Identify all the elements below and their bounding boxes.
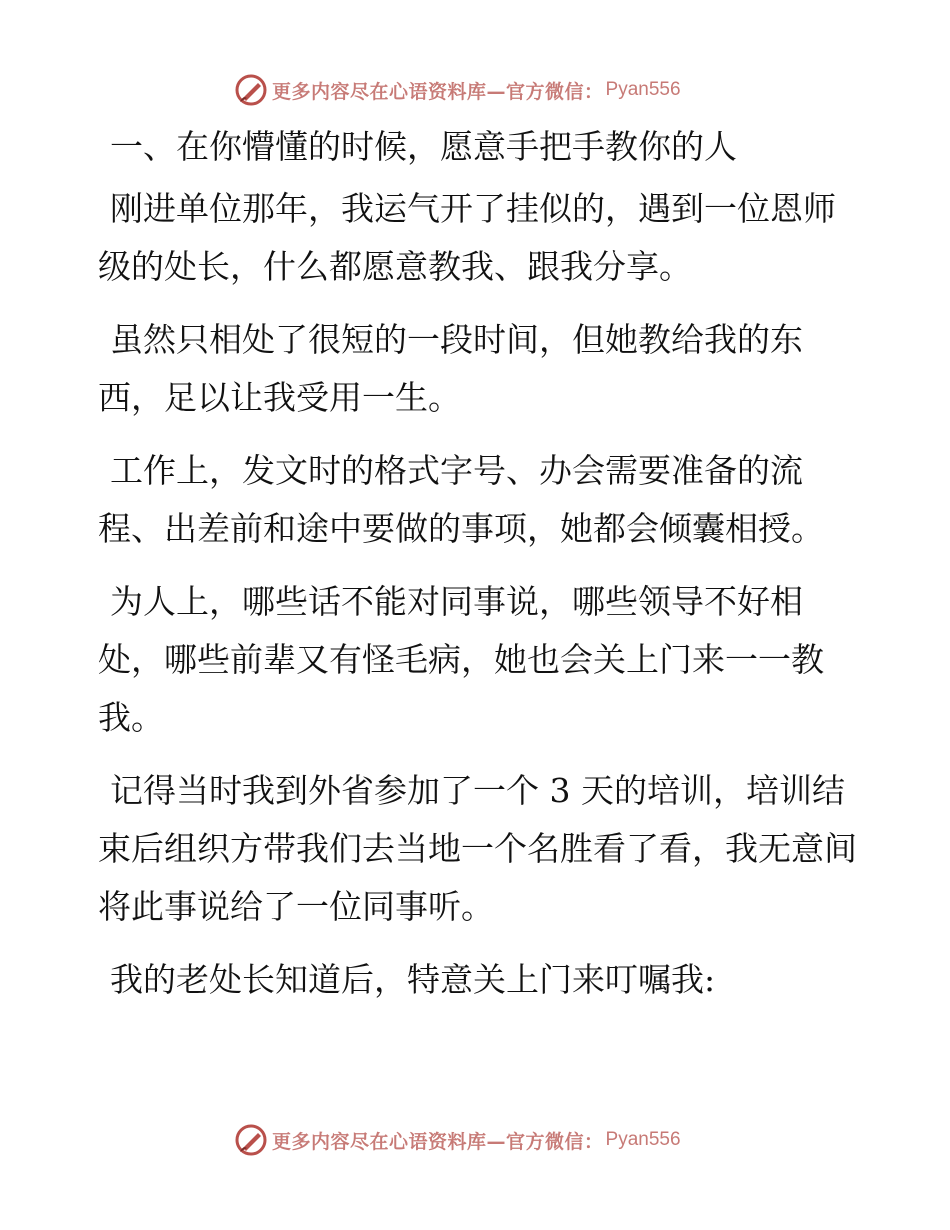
paragraph-6: 我的老处长知道后，特意关上门来叮嘱我: xyxy=(110,960,716,999)
section-heading: 一、在你懵懂的时候，愿意手把手教你的人 xyxy=(110,127,737,166)
document-body xyxy=(98,118,858,1024)
paragraph-3: 工作上，发文时的格式字号、办会需要准备的流程、出差前和途中要做的事项，她都会倾囊相授。 xyxy=(98,451,824,548)
pen-logo-icon xyxy=(234,73,268,107)
header-watermark xyxy=(234,72,681,108)
paragraph-4: 为人上，哪些话不能对同事说，哪些领导不好相处，哪些前辈又有怪毛病，她也会关上门来一一教我。 xyxy=(98,582,824,737)
watermark-text: 更多内容尽在心语资料库—官方微信： xyxy=(272,80,604,103)
pen-logo-icon xyxy=(234,1123,268,1157)
paragraph-2: 虽然只相处了很短的一段时间，但她教给我的东西，足以让我受用一生。 xyxy=(98,320,803,417)
watermark-wechat-id: Pyan556 xyxy=(605,79,681,100)
footer-watermark xyxy=(234,1122,681,1158)
watermark-text: 更多内容尽在心语资料库—官方微信： xyxy=(272,1130,604,1153)
paragraph-5: 记得当时我到外省参加了一个 3 天的培训，培训结束后组织方带我们去当地一个名胜看了看，我无意间将此事说给了一位同事听。 xyxy=(98,771,857,926)
watermark-wechat-id: Pyan556 xyxy=(605,1129,681,1150)
paragraph-1: 刚进单位那年，我运气开了挂似的，遇到一位恩师级的处长，什么都愿意教我、跟我分享。 xyxy=(98,189,836,286)
